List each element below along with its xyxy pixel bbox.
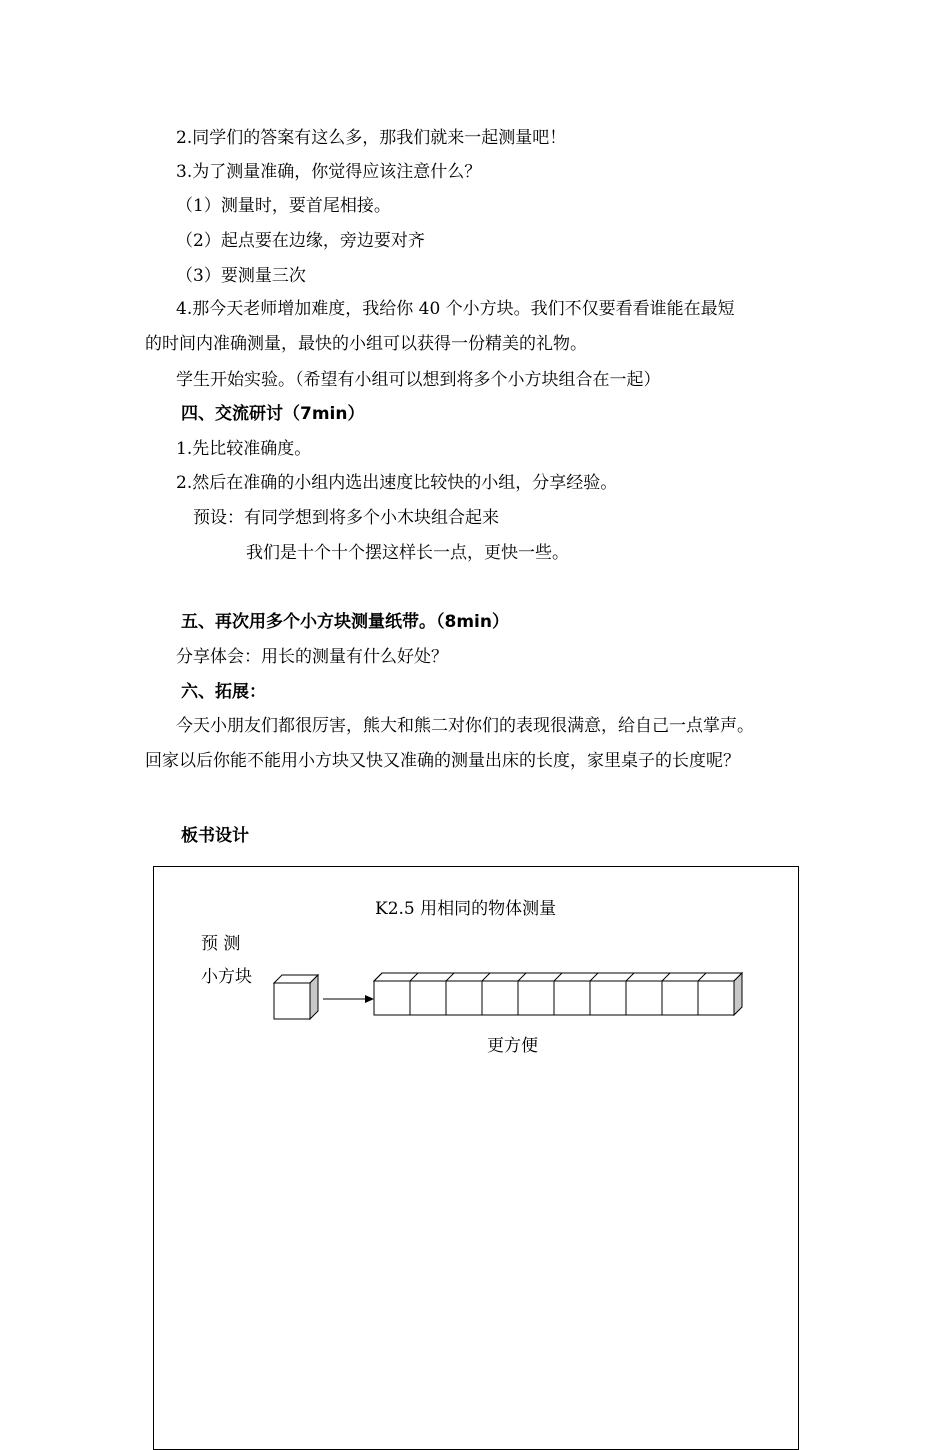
paragraph: 学生开始实验。（希望有小组可以想到将多个小方块组合在一起） [176, 370, 661, 390]
paragraph: 今天小朋友们都很厉害，熊大和熊二对你们的表现很满意，给自己一点掌声。 [176, 716, 754, 736]
list-item: （2）起点要在边缘，旁边要对齐 [176, 231, 425, 251]
cube-3 [446, 981, 482, 1015]
cube-7 [590, 981, 626, 1015]
board-title: K2.5 用相同的物体测量 [375, 899, 557, 919]
cube-2 [410, 981, 446, 1015]
arrow-head [365, 995, 374, 1003]
section-heading: 四、交流研讨（7min） [181, 404, 365, 424]
single-cube-side [310, 975, 318, 1019]
cube-8 [626, 981, 662, 1015]
paragraph: 2.同学们的答案有这么多，那我们就来一起测量吧！ [176, 128, 567, 148]
cube-5 [518, 981, 554, 1015]
cube-4 [482, 981, 518, 1015]
paragraph: 回家以后你能不能用小方块又快又准确的测量出床的长度，家里桌子的长度呢？ [145, 751, 740, 771]
section-heading: 六、拓展： [181, 682, 266, 702]
paragraph: 分享体会：用长的测量有什么好处？ [176, 647, 448, 667]
paragraph: 的时间内准确测量，最快的小组可以获得一份精美的礼物。 [145, 334, 587, 354]
paragraph: 4.那今天老师增加难度，我给你 40 个小方块。我们不仅要看看谁能在最短 [176, 299, 735, 319]
list-item: （3）要测量三次 [176, 266, 306, 286]
single-cube-front [274, 983, 310, 1019]
paragraph: 1.先比较准确度。 [176, 439, 312, 459]
section-heading: 五、再次用多个小方块测量纸带。（8min） [181, 612, 509, 632]
paragraph: 2.然后在准确的小组内选出速度比较快的小组，分享经验。 [176, 473, 618, 493]
cube-row-side [734, 973, 742, 1015]
cube-1 [374, 981, 410, 1015]
paragraph: 预设：有同学想到将多个小木块组合起来 [193, 508, 499, 528]
section-heading: 板书设计 [181, 826, 249, 846]
board-caption: 更方便 [487, 1036, 538, 1056]
cube-6 [554, 981, 590, 1015]
cube-diagram [153, 866, 799, 1450]
list-item: （1）测量时，要首尾相接。 [176, 196, 391, 216]
board-label-predict: 预 测 [201, 934, 241, 954]
board-label-cube: 小方块 [201, 967, 252, 987]
board-content [153, 866, 799, 1450]
paragraph: 3.为了测量准确，你觉得应该注意什么？ [176, 162, 482, 182]
paragraph: 我们是十个十个摆这样长一点，更快一些。 [246, 543, 569, 563]
cube-9 [662, 981, 698, 1015]
cube-10 [698, 981, 734, 1015]
